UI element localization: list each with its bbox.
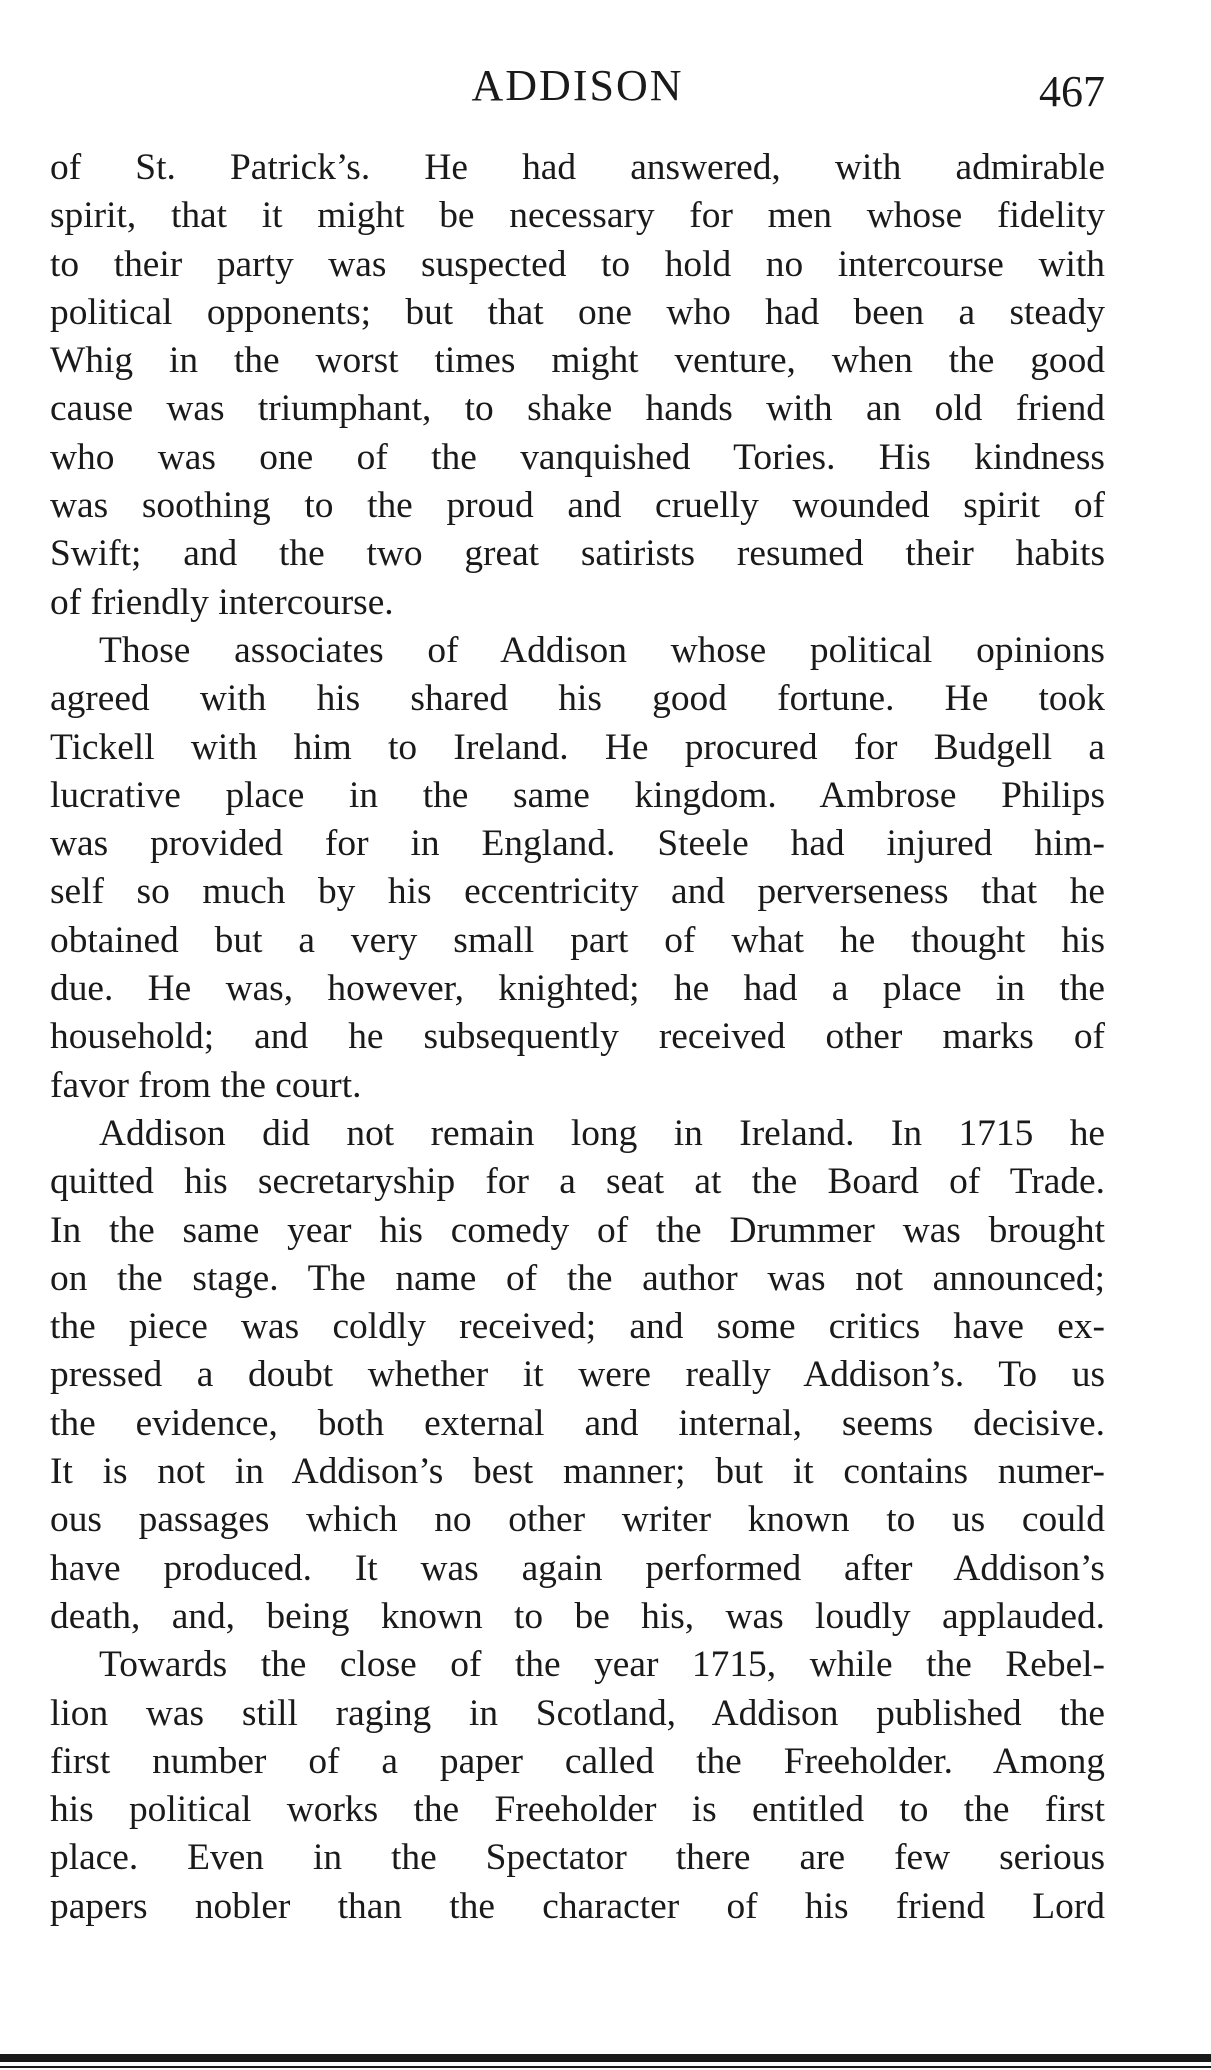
running-title: ADDISON xyxy=(471,61,684,110)
text-line: death, and, being known to be his, was loudly applauded. xyxy=(50,1595,1105,1637)
text-line: Those associates of Addison whose political opinions xyxy=(99,629,1105,671)
text-line: favor from the court. xyxy=(50,1064,362,1106)
text-line: to their party was suspected to hold no intercourse with xyxy=(50,243,1105,285)
text-line: lion was still raging in Scotland, Addison published the xyxy=(50,1692,1105,1734)
text-line: papers nobler than the character of his friend Lord xyxy=(50,1885,1105,1927)
text-line: spirit, that it might be necessary for men whose fidelity xyxy=(50,195,1105,237)
text-line: have produced. It was again performed after Addison’s xyxy=(50,1547,1105,1589)
text-line: was soothing to the proud and cruelly wounded spirit of xyxy=(50,485,1105,527)
text-line: first number of a paper called the Freeholder. Among xyxy=(50,1740,1105,1782)
paragraph-2 xyxy=(50,627,1105,1110)
text-line: Towards the close of the year 1715, while the Rebel- xyxy=(99,1644,1105,1686)
bottom-border-hairline xyxy=(0,2066,1211,2068)
text-line: quitted his secretaryship for a seat at the Board of Trade. xyxy=(50,1161,1105,1203)
text-line: due. He was, however, knighted; he had a place in the xyxy=(50,968,1105,1010)
text-line: obtained but a very small part of what he thought his xyxy=(50,919,1105,961)
text-line: place. Even in the Spectator there are few serious xyxy=(50,1837,1105,1879)
text-line: agreed with his shared his good fortune. He took xyxy=(50,678,1105,720)
body-text xyxy=(50,144,1105,1931)
text-line: household; and he subsequently received other marks of xyxy=(50,1016,1105,1058)
text-line: Whig in the worst times might venture, when the good xyxy=(50,340,1105,382)
text-line: ous passages which no other writer known to us could xyxy=(50,1499,1105,1541)
text-line: his political works the Freeholder is entitled to the first xyxy=(50,1789,1105,1831)
paragraph-1 xyxy=(50,144,1105,627)
text-line: political opponents; but that one who had been a steady xyxy=(50,291,1105,333)
text-line: pressed a doubt whether it were really Addison’s. To us xyxy=(50,1354,1105,1396)
text-line: It is not in Addison’s best manner; but it contains numer- xyxy=(50,1451,1105,1493)
text-line: the piece was coldly received; and some critics have ex- xyxy=(50,1306,1105,1348)
text-line: the evidence, both external and internal, seems decisive. xyxy=(50,1402,1105,1444)
text-line: Tickell with him to Ireland. He procured for Budgell a xyxy=(50,726,1105,768)
text-line: self so much by his eccentricity and perverseness that he xyxy=(50,871,1105,913)
text-line: of friendly intercourse. xyxy=(50,581,394,623)
paragraph-3 xyxy=(50,1110,1105,1641)
text-line: lucrative place in the same kingdom. Ambrose Philips xyxy=(50,774,1105,816)
text-line: In the same year his comedy of the Drummer was brought xyxy=(50,1209,1105,1251)
running-head xyxy=(50,56,1105,116)
text-line: who was one of the vanquished Tories. His kindness xyxy=(50,436,1105,478)
bottom-border-rule xyxy=(0,2054,1211,2062)
paragraph-4 xyxy=(50,1641,1105,1931)
text-line: was provided for in England. Steele had injured him- xyxy=(50,823,1105,865)
text-line: cause was triumphant, to shake hands with an old friend xyxy=(50,388,1105,430)
text-line: Swift; and the two great satirists resumed their habits xyxy=(50,533,1105,575)
page-number: 467 xyxy=(1039,67,1105,116)
text-line: Addison did not remain long in Ireland. In 1715 he xyxy=(99,1112,1105,1154)
book-page xyxy=(50,0,1105,2070)
text-line: on the stage. The name of the author was not announced; xyxy=(50,1257,1105,1299)
text-line: of St. Patrick’s. He had answered, with admirable xyxy=(50,147,1105,188)
